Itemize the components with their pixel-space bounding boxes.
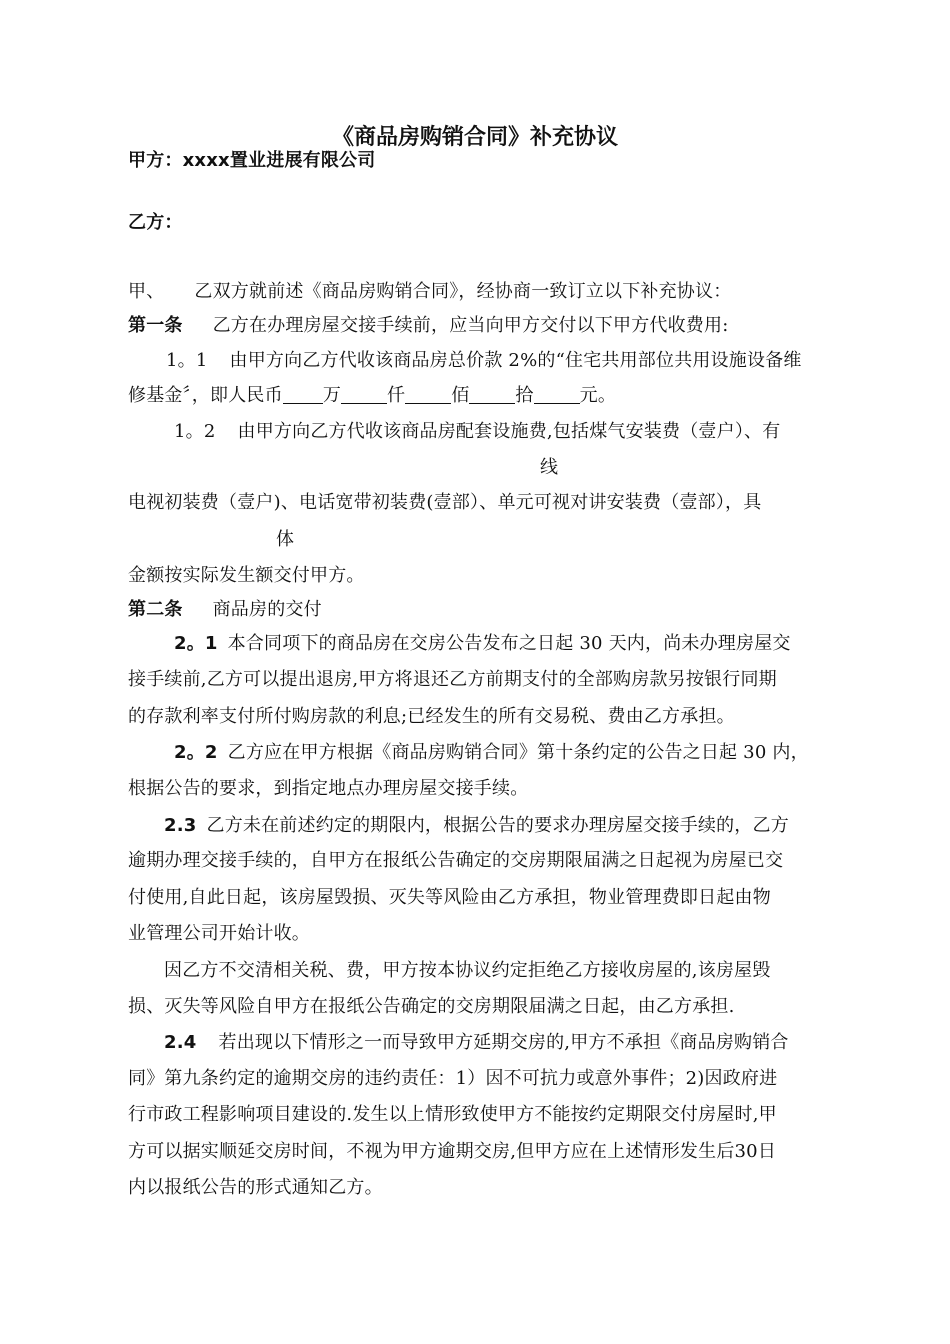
intro-text: 乙双方就前述《商品房购销合同》，经协商一致订立以下补充协议：: [194, 281, 732, 302]
unit-wan: 万: [322, 385, 342, 406]
clause-2-2-line-2: 根据公告的要求，到指定地点办理房屋交接手续。: [128, 778, 529, 799]
clause-1-2-line-1: [174, 421, 780, 443]
blank-wan: [283, 385, 323, 404]
unit-yuan: 元。: [579, 385, 617, 406]
clause-1-1-line-2-text: 修基金〞，即人民币: [128, 385, 283, 406]
article-2-text: 商品房的交付: [212, 599, 322, 620]
clause-1-1-line-2: [128, 385, 616, 407]
paragraph-refusal-line-1: 因乙方不交清相关税、费，甲方按本协议约定拒绝乙方接收房屋的,该房屋毁: [164, 960, 771, 981]
document-title: 《商品房购销合同》补充协议: [331, 125, 618, 150]
clause-2-4-line-3: 行市政工程影响项目建设的.发生以上情形致使甲方不能按约定期限交付房屋时,甲: [128, 1104, 777, 1125]
clause-1-1-text: 由甲方向乙方代收该商品房总价款 2%的“住宅共用部位共用设施设备维: [229, 350, 802, 371]
clause-2-2-text: 乙方应在甲方根据《商品房购销合同》第十条约定的公告之日起 30 内，: [227, 742, 809, 763]
clause-1-2-wrap-1: 线: [540, 457, 559, 478]
clause-2-3-line-3: 付使用,自此日起，该房屋毁损、灭失等风险由乙方承担，物业管理费即日起由物: [128, 887, 771, 908]
clause-1-2-text: 由甲方向乙方代收该商品房配套设施费,包括煤气安装费（壹户）、有: [237, 421, 781, 442]
article-1-heading-line: [128, 315, 728, 337]
clause-2-3-line-2: 逾期办理交接手续的，自甲方在报纸公告确定的交房期限届满之日起视为房屋已交: [128, 850, 784, 871]
clause-2-1-text: 本合同项下的商品房在交房公告发布之日起 30 天内，尚未办理房屋交: [227, 633, 791, 654]
clause-1-1-number: 1。1: [166, 350, 208, 371]
paragraph-refusal-line-2: 损、灭失等风险自甲方在报纸公告确定的交房期限届满之日起，由乙方承担.: [128, 996, 735, 1017]
clause-2-3-line-1: [164, 815, 789, 837]
article-2-heading-line: [128, 599, 322, 621]
unit-qian: 仟: [387, 385, 406, 406]
clause-2-3-text: 乙方未在前述约定的期限内，根据公告的要求办理房屋交接手续的，乙方: [206, 815, 789, 836]
clause-2-4-line-4: 方可以据实顺延交房时间，不视为甲方逾期交房,但甲方应在上述情形发生后30日: [128, 1141, 777, 1162]
blank-bai: [405, 385, 451, 404]
clause-2-3-number: 2.3: [164, 815, 197, 836]
article-2-heading: 第二条: [128, 599, 183, 620]
clause-2-4-line-1: [164, 1032, 789, 1054]
clause-2-4-number: 2.4: [164, 1032, 197, 1053]
intro-line: [128, 281, 731, 303]
article-1-heading: 第一条: [128, 315, 183, 336]
clause-2-1-number: 2。1: [174, 633, 218, 654]
blank-qian: [341, 385, 387, 404]
party-a-label: 甲方：: [128, 150, 183, 171]
blank-shi: [469, 385, 515, 404]
clause-1-2-wrap-2: 体: [276, 529, 295, 550]
clause-2-4-text: 若出现以下情形之一而导致甲方延期交房的,甲方不承担《商品房购销合: [218, 1032, 789, 1053]
unit-shi: 拾: [515, 385, 534, 406]
party-a-name: xxxx置业进展有限公司: [182, 150, 376, 171]
unit-bai: 佰: [451, 385, 470, 406]
clause-2-4-line-5: 内以报纸公告的形式通知乙方。: [128, 1177, 383, 1198]
party-a-line: [128, 150, 375, 172]
clause-2-1-line-3: 的存款利率支付所付购房款的利息;已经发生的所有交易税、费由乙方承担。: [128, 706, 735, 727]
clause-1-2-line-2: 电视初装费（壹户)、电话宽带初装费(壹部）、单元可视对讲安装费（壹部），具: [128, 492, 762, 513]
party-b-line: [128, 212, 183, 234]
clause-2-2-number: 2。2: [174, 742, 218, 763]
blank-yuan: [534, 385, 580, 404]
clause-1-2-number: 1。2: [174, 421, 216, 442]
clause-1-1-line-1: [166, 350, 802, 372]
clause-2-2-line-1: [174, 742, 809, 764]
clause-2-1-line-2: 接手续前,乙方可以提出退房,甲方将退还乙方前期支付的全部购房款另按银行同期: [128, 669, 777, 690]
clause-2-1-line-1: [174, 633, 791, 655]
party-b-label: 乙方：: [128, 212, 183, 233]
clause-2-3-line-4: 业管理公司开始计收。: [128, 923, 310, 944]
intro-prefix: 甲、: [128, 281, 165, 302]
clause-2-4-line-2: 同》第九条约定的逾期交房的违约责任：1）因不可抗力或意外事件；2)因政府进: [128, 1068, 778, 1089]
article-1-text: 乙方在办理房屋交接手续前，应当向甲方交付以下甲方代收费用:: [212, 315, 729, 336]
clause-1-2-line-3: 金额按实际发生额交付甲方。: [128, 565, 365, 586]
